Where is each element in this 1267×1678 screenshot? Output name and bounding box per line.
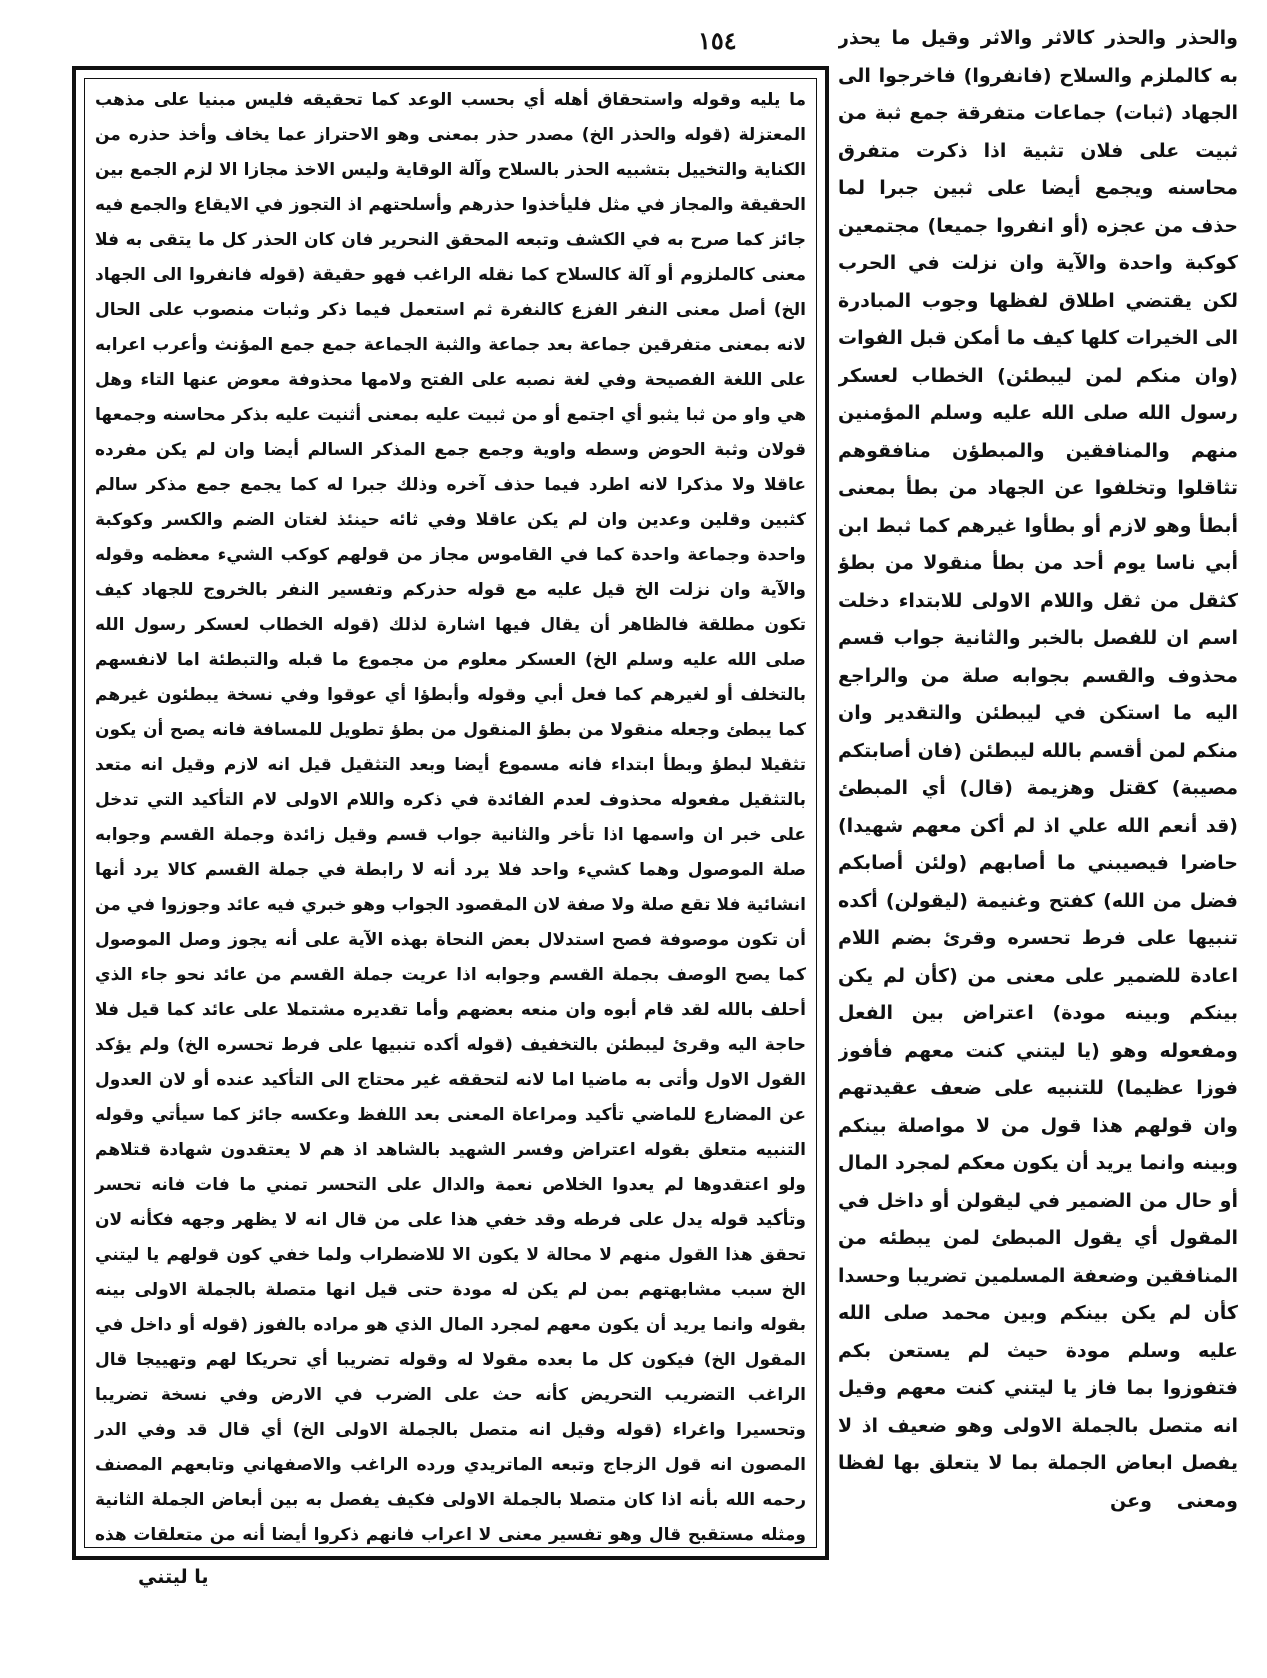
margin-tafsir-text: والحذر والحذر كالاثر والاثر وقيل ما يحذر به كالملزم والسلاح (فانفروا) فاخرجوا الى الجهاد (ثبات) جماعات متفرقة جمع ثبة من ثبيت على فلان تثبية اذا ذكرت متفرق محاسنه ويجمع أيضا على ثبين جبرا لما حذف من عجزه (أو انفروا جميعا) مجتمعين كوكبة واحدة والآية وان نزلت في الحرب لكن يقتضي اطلاق لفظها وجوب المبادرة الى الخيرات كلها كيف ما أمكن قبل الفوات (وان منكم لمن ليبطئن) الخطاب لعسكر رسول الله صلى الله عليه وسلم المؤمنين منهم والمنافقين والمبطؤن منافقوهم تثاقلوا وتخلفوا عن الجهاد من بطأ بمعنى أبطأ وهو لازم أو بطأوا غيرهم كما ثبط ابن أبي ناسا يوم أحد من بطأ منقولا من بطؤ كثقل من ثقل واللام الاولى للابتداء دخلت اسم ان للفصل بالخبر والثانية جواب قسم محذوف والقسم بجوابه صلة من والراجع اليه ما استكن في ليبطئن والتقدير وان منكم لمن أقسم بالله ليبطئن (فان أصابتكم مصيبة) كقتل وهزيمة (قال) أي المبطئ (قد أنعم الله علي اذ لم أكن معهم شهيدا) حاضرا فيصيبني ما أصابهم (ولئن أصابكم فضل من الله) كفتح وغنيمة (ليقولن) أكده تنبيها على فرط تحسره وقرئ بضم اللام اعادة للضمير على معنى من (كأن لم يكن بينكم وبينه مودة) اعتراض بين الفعل ومفعوله وهو (يا ليتني كنت معهم فأفوز فوزا عظيما) للتنبيه على ضعف عقيدتهم وان قولهم هذا قول من لا مواصلة بينكم وبينه وانما يريد أن يكون معكم لمجرد المال أو حال من الضمير في ليقولن أو داخل في المقول أي يقول المبطئ لمن يبطئه من المنافقين وضعفة المسلمين تضريبا وحسدا كأن لم يكن بينكم وبين محمد صلى الله عليه وسلم مودة حيث لم يستعن بكم فتفوزوا بما فاز يا ليتني كنت معهم وقيل انه متصل بالجملة الاولى وهو ضعيف اذ لا يفصل ابعاض الجملة بما لا يتعلق بها لفظا ومعنى	[838, 27, 1238, 1512]
main-catchword: يا ليتني	[138, 1566, 209, 1588]
page-number: ١٥٤	[698, 26, 737, 55]
main-text-inner-border	[84, 78, 817, 1548]
main-text-frame	[72, 66, 829, 1560]
main-commentary-text: ما يليه وقوله واستحقاق أهله أي بحسب الوعد كما تحقيقه فليس مبنيا على مذهب المعتزلة (قوله والحذر الخ) مصدر حذر بمعنى وهو الاحتراز عما يخاف وأخذ حذره من الكناية والتخييل بتشبيه الحذر بالسلاح وآلة الوقاية وليس الاخذ مجازا الا لزم الجمع بين الحقيقة والمجاز في مثل فليأخذوا حذرهم وأسلحتهم اذ التجوز في الايقاع والجمع فيه جائز كما صرح به في الكشف وتبعه المحقق النحرير فان كان الحذر كل ما يتقى به فلا معنى كالملزوم أو آلة كالسلاح كما نقله الراغب فهو حقيقة (قوله فانفروا الى الجهاد الخ) أصل معنى النفر الفزع كالنفرة ثم استعمل فيما ذكر وثبات منصوب على الحال لانه بمعنى متفرقين جماعة بعد جماعة والثبة الجماعة جمع جمع المؤنث وأعرب اعرابه على اللغة الفصيحة وفي لغة نصبه على الفتح ولامها محذوفة معوض عنها التاء وهل هي واو من ثبا يثبو أي اجتمع أو من ثبيت عليه بمعنى أثنيت عليه بذكر محاسنه وجمعها قولان وثبة الحوض وسطه واوية وجمع جمع المذكر السالم أيضا وان لم يكن مفرده عاقلا ولا مذكرا لانه اطرد فيما حذف آخره وذلك جبرا له كما يجمع جمع مذكر سالم كثبين وقلين وعدين وان لم يكن عاقلا وفي ثائه حينئذ لغتان الضم والكسر وكوكبة واحدة وجماعة واحدة كما في القاموس مجاز من قولهم كوكب الشيء معظمه وقوله والآية وان نزلت الخ قيل عليه مع قوله حذركم وتفسير النفر بالخروج للجهاد كيف تكون مطلقة فالظاهر أن يقال فيها اشارة لذلك (قوله الخطاب لعسكر رسول الله صلى الله عليه وسلم الخ) العسكر معلوم من مجموع ما قبله والتبطئة اما لانفسهم بالتخلف أو لغيرهم كما فعل أبي وقوله وأبطؤا أي عوقوا وفي نسخة يبطئون غيرهم كما يبطئ وجعله منقولا من بطؤ المنقول من بطؤ تطويل للمسافة فانه يصح أن يكون تثقيلا لبطؤ وبطأ ابتداء فانه مسموع أيضا وبعد التثقيل قيل انه لازم وقيل انه متعد بالتثقيل مفعوله محذوف لعدم الفائدة في ذكره واللام الاولى لام التأكيد التي تدخل على خبر ان واسمها اذا تأخر والثانية جواب قسم وقيل زائدة وجملة القسم وجوابه صلة الموصول وهما كشيء واحد فلا يرد أنه لا رابطة في جملة القسم كالا يرد أنها انشائية فلا تقع صلة ولا صفة لان المقصود الجواب وهو خبري فيه عائد وجوزوا في من أن تكون موصوفة فصح استدلال بعض النحاة بهذه الآية على أنه يجوز وصل الموصول كما يصح الوصف بجملة القسم وجوابه اذا عريت جملة القسم من عائد نحو جاء الذي أحلف بالله لقد قام أبوه وان منعه بعضهم وأما تقديره مشتملا على عائد كما قيل فلا حاجة اليه وقرئ ليبطئن بالتخفيف (قوله أكده تنبيها على فرط تحسره الخ) ولم يؤكد القول الاول وأتى به ماضيا اما لانه لتحققه غير محتاج الى التأكيد عنده أو لان العدول عن المضارع للماضي تأكيد ومراعاة المعنى بعد اللفظ وعكسه جائز كما سيأتي وقوله التنبيه متعلق بقوله اعتراض وفسر الشهيد بالشاهد اذ هم لا يعتقدون شهادة قتلاهم ولو اعتقدوها لم يعدوا الخلاص نعمة والدال على التحسر تمني ما فات فانه تحسر وتأكيد قوله يدل على فرطه وقد خفي هذا على من قال انه لا يظهر وجهه فكأنه لان تحقق هذا القول منهم لا محالة لا يكون الا للاضطراب ولما خفي كون قولهم يا ليتني الخ سبب مشابهتهم بمن لم يكن له مودة حتى قيل انها متصلة بالجملة الاولى بينه بقوله وانما يريد أن يكون معهم لمجرد المال الذي هو مراده بالفوز (قوله أو داخل في المقول الخ) فيكون كل ما بعده مقولا له وقوله تضريبا أي تحريكا لهم وتهييجا قال الراغب التضريب التحريض كأنه حث على الضرب في الارض وفي نسخة تضريبا وتحسيرا واغراء (قوله وقيل انه متصل بالجملة الاولى الخ) أي قال قد وفي الدر المصون انه قول الزجاج وتبعه الماتريدي ورده الراغب والاصفهاني وتابعهم المصنف رحمه الله بأنه اذا كان متصلا بالجملة الاولى فكيف يفصل به بين أبعاض الجملة الثانية ومثله مستقبح قال وهو تفسير معنى لا اعراب فانهم ذكروا أيضا أنه من متعلقات هذه	[95, 90, 806, 1545]
margin-catchword: وعن	[1110, 1490, 1152, 1512]
